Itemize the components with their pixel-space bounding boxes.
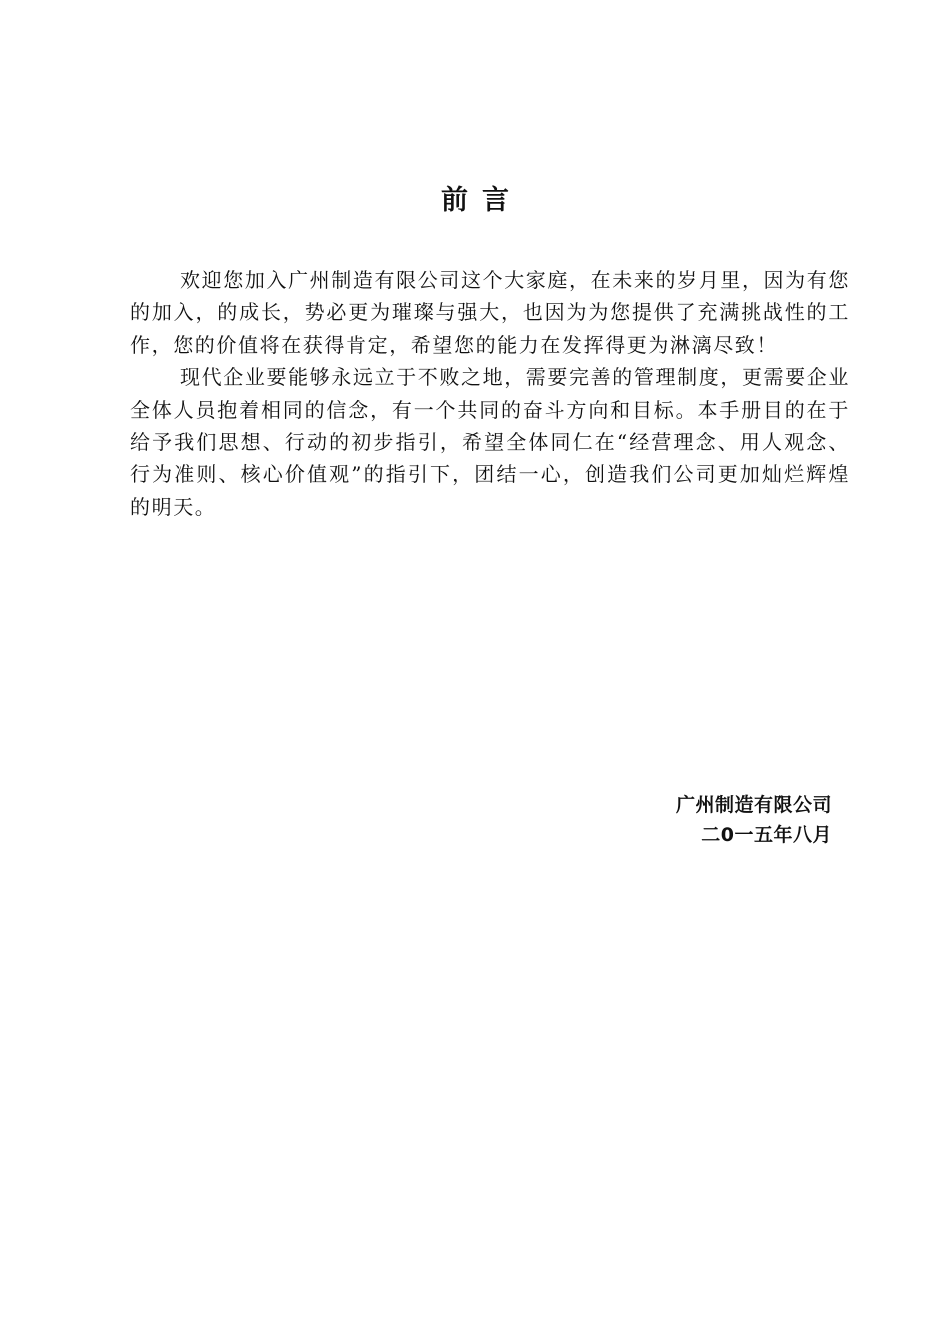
signature-date: 二0一五年八月 (701, 824, 832, 846)
signature-company: 广州制造有限公司 (675, 794, 832, 816)
preface-paragraph-welcome: 欢迎您加入广州制造有限公司这个大家庭，在未来的岁月里，因为有您的加入，的成长，势必更为璀璨与强大，也因为为您提供了充满挑战性的工作，您的价值将在获得肯定，希望您的能力在发挥得更为淋漓尽致！ (130, 268, 850, 357)
page-title: 前言 (441, 185, 523, 216)
signature-block (676, 790, 832, 850)
preface-paragraph-management: 现代企业要能够永远立于不败之地，需要完善的管理制度，更需要企业全体人员抱着相同的信念，有一个共同的奋斗方向和目标。本手册目的在于给予我们思想、行动的初步指引，希望全体同仁在“经营理念、用人观念、行为准则、核心价值观”的指引下，团结一心，创造我们公司更加灿烂辉煌的明天。 (130, 365, 850, 519)
preface-body (130, 264, 850, 523)
